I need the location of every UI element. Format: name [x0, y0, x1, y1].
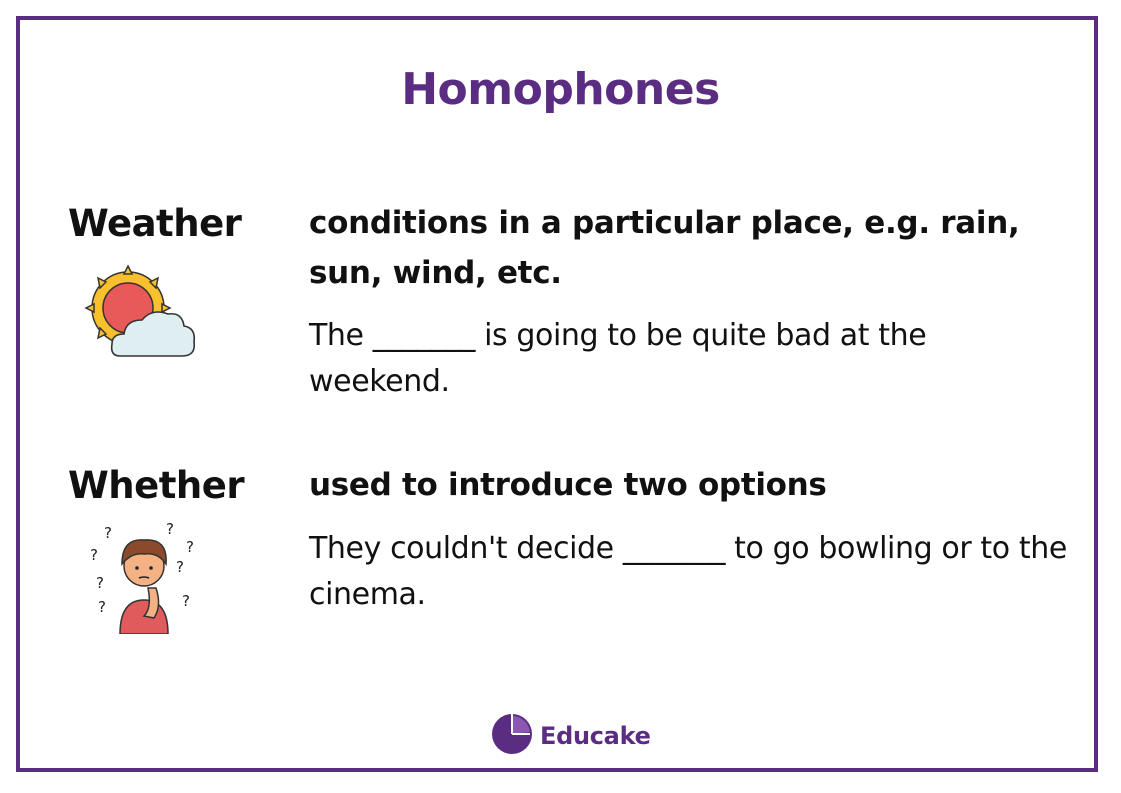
svg-text:?: ? [98, 598, 106, 616]
svg-text:?: ? [182, 592, 190, 610]
page-title: Homophones [401, 64, 720, 115]
svg-text:?: ? [176, 558, 184, 576]
educake-logo [490, 712, 651, 760]
pie-logo-icon [490, 712, 534, 760]
svg-text:?: ? [166, 520, 174, 538]
definition-whether: used to introduce two options [309, 467, 827, 503]
definition-weather: conditions in a particular place, e.g. rain, sun, wind, etc. [309, 205, 1020, 291]
svg-text:?: ? [104, 524, 112, 542]
thinking-person-icon [82, 516, 202, 638]
word-weather: Weather [68, 202, 242, 245]
example-whether: They couldn't decide _______ to go bowling or to the cinema. [309, 531, 1067, 612]
logo-text: Educake [540, 722, 651, 750]
word-whether: Whether [68, 464, 245, 507]
sun-cloud-icon [82, 264, 200, 366]
svg-text:?: ? [96, 574, 104, 592]
svg-text:?: ? [186, 538, 194, 556]
example-weather: The _______ is going to be quite bad at the weekend. [309, 318, 927, 399]
svg-text:?: ? [90, 546, 98, 564]
